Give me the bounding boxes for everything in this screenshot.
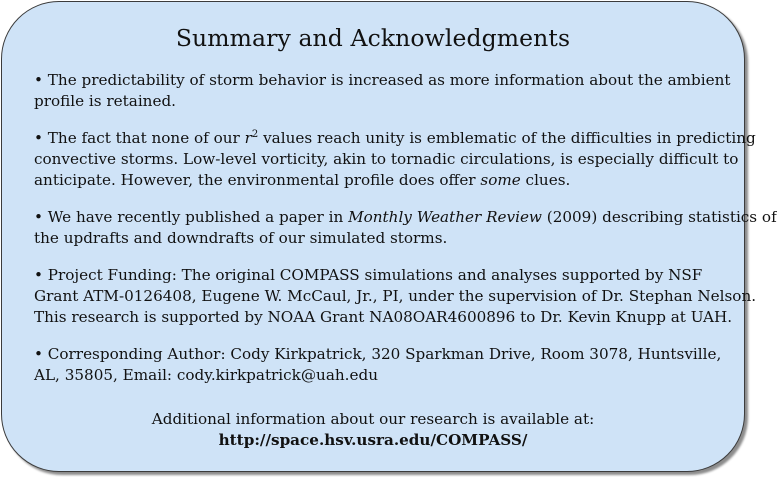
text-fragment: clues. [520,171,571,189]
footer-text: Additional information about our research is available at: [151,410,595,428]
bullet-line: • Project Funding: The original COMPASS simulations and analyses supported by NSF [34,266,703,284]
r-variable: r [244,129,252,147]
text-fragment: • We have recently published a paper in [34,208,349,226]
superscript-two: 2 [251,128,259,140]
bullet-line [34,207,777,228]
bullet-predictability [34,70,731,112]
bullet-line: the updrafts and downdrafts of our simulated storms. [34,229,448,247]
panel-title: Summary and Acknowledgments [175,24,571,52]
bullet-line: • Corresponding Author: Cody Kirkpatrick, 320 Sparkman Drive, Room 3078, Huntsville, [34,345,722,363]
bullet-line: Grant ATM-0126408, Eugene W. McCaul, Jr., PI, under the supervision of Dr. Stephan Nelson. [34,287,757,305]
bullet-author [34,344,724,386]
text-fragment: anticipate. However, the environmental profile does offer [34,171,481,189]
compass-url-link[interactable]: http://space.hsv.usra.edu/COMPASS/ [218,431,528,449]
bullet-r-squared [34,128,756,191]
bullet-line: • The predictability of storm behavior is increased as more information about the ambient [34,71,731,89]
summary-panel [1,1,777,472]
bullet-line: convective storms. Low-level vorticity, akin to tornadic circulations, is especially difficult to [34,150,739,168]
bullet-funding [34,265,757,328]
bullet-line: AL, 35805, Email: cody.kirkpatrick@uah.edu [34,366,378,384]
bullet-line [34,170,724,191]
bullet-line: This research is supported by NOAA Grant NA08OAR4600896 to Dr. Kevin Knupp at UAH. [34,308,733,326]
bullet-line: profile is retained. [34,92,176,110]
footer [2,409,744,451]
emphasis-some: some [480,171,521,189]
bullet-publication [34,207,777,249]
text-fragment: • The fact that none of our [34,129,245,147]
bullet-line [34,128,756,149]
text-fragment: (2009) describing statistics of [541,208,777,226]
text-fragment: values reach unity is emblematic of the difficulties in predicting [258,129,756,147]
bullet-list [34,70,777,402]
journal-name: Monthly Weather Review [348,208,542,226]
